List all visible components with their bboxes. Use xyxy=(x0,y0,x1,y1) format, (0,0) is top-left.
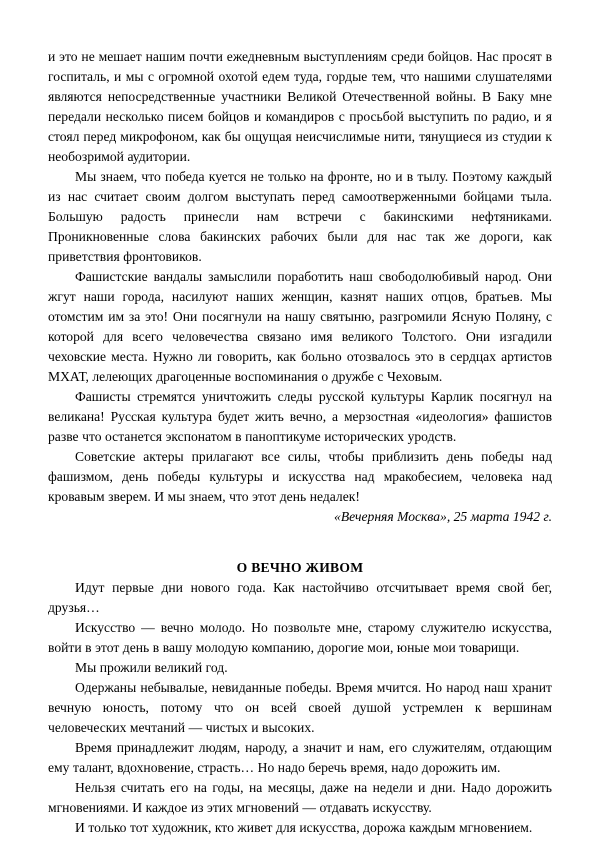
paragraph: Фашистские вандалы замыслили поработить наш свободолюбивый народ. Они жгут наши города, насилуют наших женщин, казнят наших отцов, братьев. Мы отомстим им за это! Они посягнули на нашу святыню, разгромили Ясную Поляну, с которой для всего человечества связано имя великого Толстого. Они изгадили чеховские места. Нужно ли говорить, как больно отозвалось это в сердцах артистов МХАТ, лелеющих драгоценные воспоминания о дружбе с Чеховым. xyxy=(48,269,552,384)
paragraph: Мы знаем, что победа куется не только на фронте, но и в тылу. Поэтому каждый из нас считает своим долгом выступать перед самоотверженными бойцами тыла. Большую радость принесли нам встречи с бакинскими нефтяниками. Проникновенные слова бакинских рабочих были для нас так же дороги, как приветствия фронтовиков. xyxy=(48,169,552,264)
section-gap xyxy=(48,527,552,547)
paragraph: Нельзя считать его на годы, на месяцы, даже на недели и дни. Надо дорожить мгновениями. И каждое из этих мгновений — отдавать искусству. xyxy=(48,780,552,815)
paragraph: Фашисты стремятся уничтожить следы русской культуры Карлик посягнул на великана! Русская культура будет жить вечно, а мерзостная «идеология» фашистов разве что останется экспонатом в паноптикуме исторических уродств. xyxy=(48,389,552,444)
paragraph: Мы прожили великий год. xyxy=(75,660,228,675)
document-text-column xyxy=(48,47,552,838)
paragraph: Советские актеры прилагают все силы, чтобы приблизить день победы над фашизмом, день победы культуры и искусства над мракобесием, человека над кровавым зверем. И мы знаем, что этот день недалек! xyxy=(48,449,552,504)
paragraph: Искусство — вечно молодо. Но позвольте мне, старому служителю искусства, войти в этот день в вашу молодую компанию, дорогие мои, юные мои товарищи. xyxy=(48,620,552,655)
paragraph: Время принадлежит людям, народу, а значит и нам, его служителям, отдающим ему талант, вдохновение, страсть… Но надо беречь время, надо дорожить им. xyxy=(48,740,552,775)
paragraph: Идут первые дни нового года. Как настойчиво отсчитывает время свой бег, друзья… xyxy=(48,580,552,615)
paragraph: и это не мешает нашим почти ежедневным выступлениям среди бойцов. Нас просят в госпиталь, и мы с огромной охотой едем туда, гордые тем, что нашими слушателями являются непосредственные участники Великой Отечественной войны. В Баку мне передали несколько писем бойцов и командиров с просьбой выступить по радио, и я стоял перед микрофоном, как бы ощущая неисчислимые нити, тянущиеся из студии к необозримой аудитории. xyxy=(48,49,552,164)
paragraph: И только тот художник, кто живет для искусства, дорожа каждым мгновением. xyxy=(75,820,533,835)
source-attribution: «Вечерняя Москва», 25 марта 1942 г. xyxy=(334,509,552,524)
section-gap-half xyxy=(48,547,552,558)
paragraph: Одержаны небывалые, невиданные победы. Время мчится. Но народ наш хранит вечную юность, потому что он всей своей душой устремлен к вершинам человеческих мечтаний — чистых и высоких. xyxy=(48,680,552,735)
page-title: О ВЕЧНО ЖИВОМ xyxy=(236,560,364,575)
